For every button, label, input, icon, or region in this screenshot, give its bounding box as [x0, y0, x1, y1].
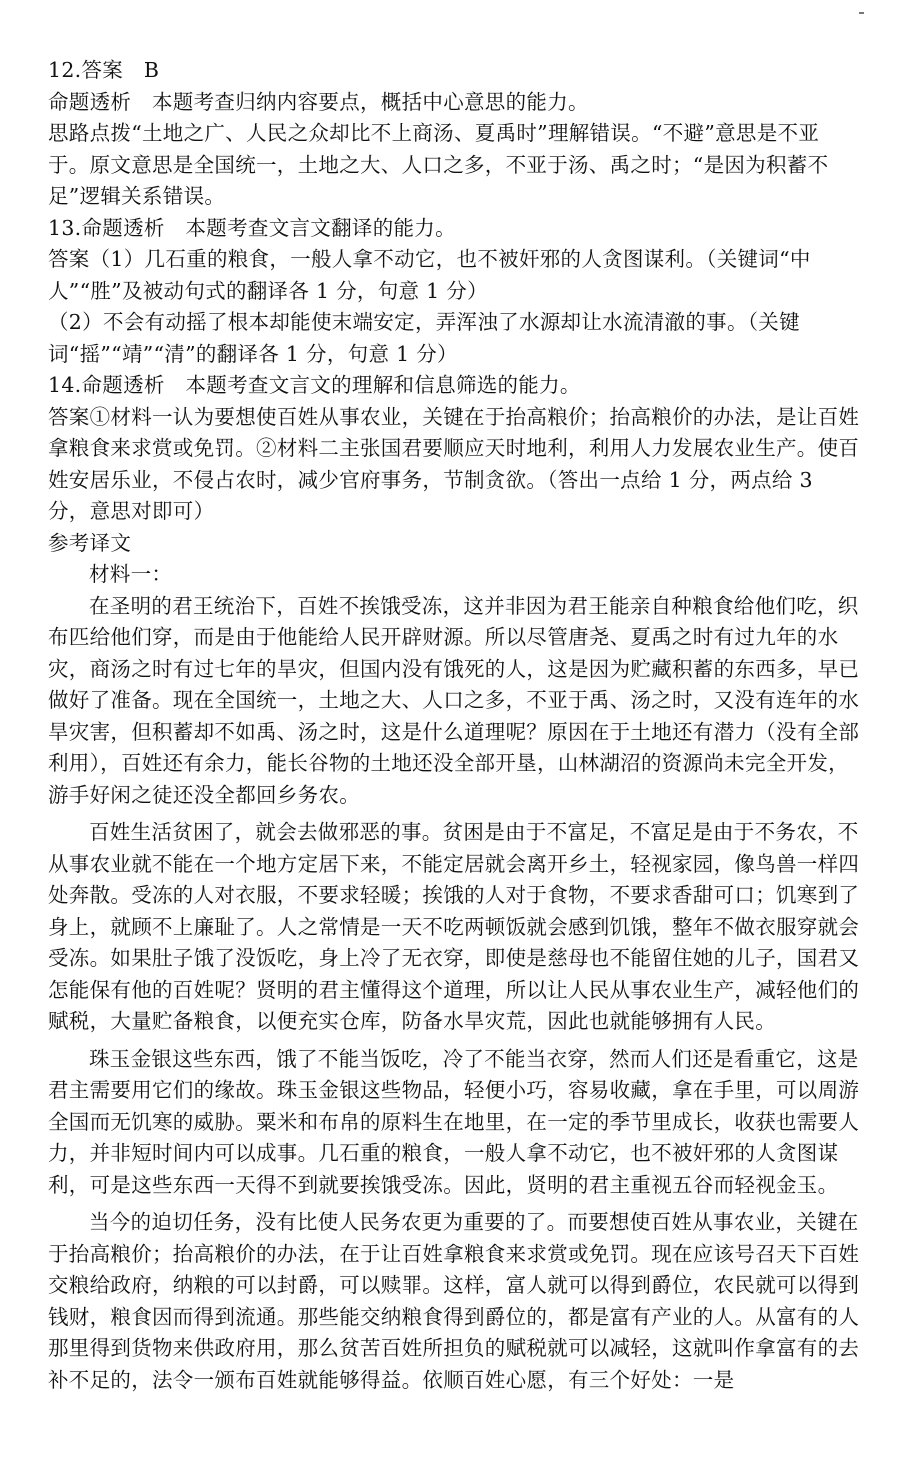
- q14-analysis: 14.命题透析 本题考查文言文的理解和信息筛选的能力。: [48, 373, 581, 397]
- corner-mark: [859, 12, 864, 14]
- q13-answer-2: （2）不会有动摇了根本却能使末端安定，弄浑浊了水源却让水流清澈的事。（关键词“摇”“靖”“清”的翻译各 1 分，句意 1 分）: [48, 310, 800, 366]
- q13-answer-1: 答案（1）几石重的粮食，一般人拿不动它，也不被奸邪的人贪图谋利。（关键词“中人”“胜”及被动句式的翻译各 1 分，句意 1 分）: [48, 247, 811, 303]
- q13-analysis: 13.命题透析 本题考查文言文翻译的能力。: [48, 215, 456, 240]
- translation-paragraph: 在圣明的君王统治下，百姓不挨饿受冻，这并非因为君王能亲自种粮食给他们吃，织布匹给他们穿，而是由于他能给人民开辟财源。所以尽管唐尧、夏禹之时有过九年的水灾，商汤之时有过七年的旱灾，但国内没有饿死的人，这是因为贮藏积蓄的东西多，早已做好了准备。现在全国统一，土地之大、人口之多，不亚于禹、汤之时，又没有连年的水旱灾害，但积蓄却不如禹、汤之时，这是什么道理呢？原因在于土地还有潜力（没有全部利用），百姓还有余力，能长谷物的土地还没全部开垦，山林湖沼的资源尚未完全开发，游手好闲之徒还没全都回乡务农。: [48, 593, 860, 807]
- material-label: 材料一：: [89, 562, 173, 586]
- q12-analysis: 命题透析 本题考查归纳内容要点，概括中心意思的能力。: [48, 89, 589, 114]
- translation-paragraph: 百姓生活贫困了，就会去做邪恶的事。贫困是由于不富足，不富足是由于不务农，不从事农业就不能在一个地方定居下来，不能定居就会离开乡土，轻视家园，像鸟兽一样四处奔散。受冻的人对衣服，不要求轻暖；挨饿的人对于食物，不要求香甜可口；饥寒到了身上，就顾不上廉耻了。人之常情是一天不吃两顿饭就会感到饥饿，整年不做衣服穿就会受冻。如果肚子饿了没饭吃，身上冷了无衣穿，即使是慈母也不能留住她的儿子，国君又怎能保有他的百姓呢？贤明的君主懂得这个道理，所以让人民从事农业生产，减轻他们的赋税，大量贮备粮食，以便充实仓库，防备水旱灾荒，因此也就能够拥有人民。: [48, 820, 860, 1033]
- translation-paragraph: 当今的迫切任务，没有比使人民务农更为重要的了。而要想使百姓从事农业，关键在于抬高粮价；抬高粮价的办法，在于让百姓拿粮食来求赏或免罚。现在应该号召天下百姓交粮给政府，纳粮的可以封爵，可以赎罪。这样，富人就可以得到爵位，农民就可以得到钱财，粮食因而得到流通。那些能交纳粮食得到爵位的，都是富有产业的人。从富有的人那里得到货物来供政府用，那么贫苦百姓所担负的赋税就可以减轻，这就叫作拿富有的去补不足的，法令一颁布百姓就能够得益。依顺百姓心愿，有三个好处：一是: [48, 1210, 860, 1392]
- q12-hint: 思路点拨“土地之广、人民之众却比不上商汤、夏禹时”理解错误。“不避”意思是不亚于。原文意思是全国统一，土地之大、人口之多，不亚于汤、禹之时；“是因为积蓄不足”逻辑关系错误。: [48, 121, 829, 208]
- translation-heading: 参考译文: [48, 530, 132, 555]
- q12-answer: 12.答案 B: [48, 58, 160, 82]
- q14-answer: 答案①材料一认为要想使百姓从事农业，关键在于抬高粮价；抬高粮价的办法，是让百姓拿粮食来求赏或免罚。②材料二主张国君要顺应天时地利，利用人力发展农业生产。使百姓安居乐业，不侵占农时，减少官府事务，节制贪欲。（答出一点给 1 分，两点给 3 分，意思对即可）: [48, 404, 860, 523]
- translation-paragraph: 珠玉金银这些东西，饿了不能当饭吃，冷了不能当衣穿，然而人们还是看重它，这是君主需要用它们的缘故。珠玉金银这些物品，轻便小巧，容易收藏，拿在手里，可以周游全国而无饥寒的威胁。粟米和布帛的原料生在地里，在一定的季节里成长，收获也需要人力，并非短时间内可以成事。几石重的粮食，一般人拿不动它，也不被奸邪的人贪图谋利，可是这些东西一天得不到就要挨饿受冻。因此，贤明的君主重视五谷而轻视金玉。: [48, 1046, 860, 1197]
